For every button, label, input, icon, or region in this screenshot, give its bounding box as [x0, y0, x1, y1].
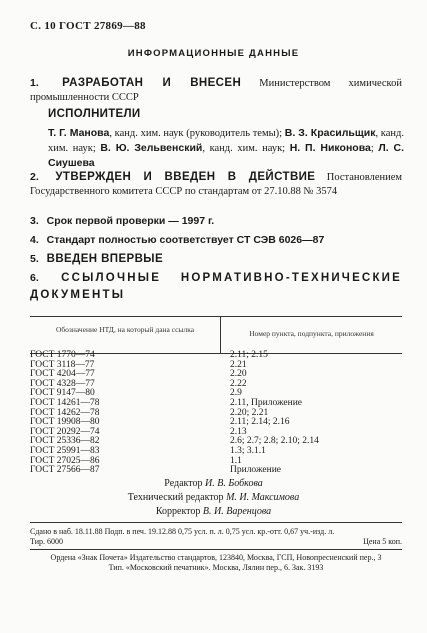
table-cell-document: ГОСТ 14261—78 [30, 397, 100, 408]
editor-label: Редактор [164, 478, 203, 489]
table-cell-document: ГОСТ 25336—82 [30, 436, 100, 447]
section-approved [30, 170, 402, 199]
section-text: Министерством химической промышленности СССР [30, 78, 402, 103]
table-cell-document: ГОСТ 27025—86 [30, 455, 100, 466]
table-column-header: Номер пункта, подпункта, приложения [220, 317, 402, 353]
editor-line [0, 478, 427, 490]
section-review [30, 214, 402, 229]
table-cell-document: ГОСТ 27566—87 [30, 465, 100, 476]
table-body [30, 351, 402, 476]
table-cell-reference: 2.11, Приложение [230, 397, 303, 408]
section-references [30, 270, 402, 304]
section-text: Постановлением Государственного комитета СССР по стандартам от 27.10.88 № 3574 [30, 172, 403, 197]
table-cell-reference: 2.21 [230, 359, 247, 370]
table-cell-reference: 2.20; 2.21 [230, 407, 269, 418]
imprint-line: Сдано в наб. 18.11.88 Подп. в печ. 19.12.88 0,75 усл. п. л. 0,75 усл. кр.-отт. 0,67 уч.-изд. л. [30, 527, 335, 536]
table-cell-reference: 2.6; 2.7; 2.8; 2.10; 2.14 [230, 436, 319, 447]
table-cell-document: ГОСТ 14262—78 [30, 407, 100, 418]
table-cell-reference: Приложение [230, 465, 281, 476]
editor-name: И. В. Бобкова [205, 478, 263, 489]
performers-list: Т. Г. Манова, канд. хим. наук (руководитель темы); В. З. Красильщик, канд. хим. наук; В. Ю. Зельвенский, канд. хим. наук; Н. П. Никонова; Л. С. Сиушева [48, 127, 405, 169]
table-cell-reference: 2.11; 2.15 [230, 350, 268, 360]
table-cell-reference: 2.20 [230, 369, 247, 380]
table-cell-document: ГОСТ 3118—77 [30, 359, 95, 370]
section-text: Стандарт полностью соответствует СТ СЭВ 6026—87 [46, 234, 325, 246]
table-cell-document: ГОСТ 9147—80 [30, 388, 95, 399]
printer-line: Тип. «Московский печатник». Москва, Лялин пер., 6. Зак. 3193 [108, 563, 324, 572]
divider [30, 549, 402, 550]
table-column-header: Обозначение НТД, на который дана ссылка [55, 325, 195, 334]
performer-desc: , канд. хим. наук; [48, 128, 404, 154]
section-number: 1. [30, 77, 39, 89]
print-run: Тир. 6000 [30, 537, 63, 546]
performer-name: Н. П. Никонова [289, 142, 371, 154]
section-heading: УТВЕРЖДЕН И ВВЕДЕН В ДЕЙСТВИЕ [55, 171, 316, 183]
performer-name: В. Ю. Зельвенский [100, 142, 203, 154]
performer-name: Л. С. Сиушева [48, 142, 405, 169]
section-number: 2. [30, 171, 39, 183]
section-heading: РАЗРАБОТАН И ВНЕСЕН [62, 77, 242, 89]
section-heading: ВВЕДЕН ВПЕРВЫЕ [46, 253, 164, 265]
table-cell-document: ГОСТ 4328—77 [30, 378, 95, 389]
page-title: ИНФОРМАЦИОННЫЕ ДАННЫЕ [127, 48, 300, 59]
table-header [30, 316, 402, 354]
page-header: С. 10 ГОСТ 27869—88 [30, 20, 146, 32]
tech-editor-name: М. И. Максимова [226, 492, 300, 503]
table-cell-reference: 2.11; 2.14; 2.16 [230, 417, 290, 428]
section-compliance [30, 233, 402, 248]
tech-editor-line [0, 492, 427, 504]
performer-name: В. З. Красильщик [284, 127, 376, 139]
section-number: 6. [30, 272, 39, 284]
table-cell-document: ГОСТ 19908—80 [30, 417, 100, 428]
tech-editor-label: Технический редактор [127, 492, 224, 503]
section-number: 5. [30, 253, 39, 265]
corrector-name: В. И. Варенцова [202, 506, 272, 517]
table-cell-reference: 1.3; 3.1.1 [230, 445, 266, 456]
corrector-label: Корректор [155, 506, 201, 517]
table-cell-reference: 1.1 [230, 455, 242, 466]
corrector-line [0, 506, 427, 518]
section-heading: ССЫЛОЧНЫЕ НОРМАТИВНО-ТЕХНИЧЕСКИЕ ДОКУМЕНТЫ [30, 272, 402, 301]
price: Цена 5 коп. [363, 537, 402, 546]
performer-desc: , канд. хим. наук; [202, 143, 286, 154]
section-number: 3. [30, 215, 39, 227]
section-number: 4. [30, 234, 39, 246]
table-cell-reference: 2.13 [230, 426, 247, 437]
performer-name: Т. Г. Манова [48, 127, 110, 139]
table-cell-document: ГОСТ 4204—77 [30, 369, 95, 380]
table-cell-document: ГОСТ 20292—74 [30, 426, 100, 437]
section-text: Срок первой проверки — 1997 г. [46, 215, 215, 227]
performer-desc: , канд. хим. наук (руководитель темы); [109, 128, 283, 139]
table-cell-reference: 2.22 [230, 378, 247, 389]
table-cell-document: ГОСТ 25991—83 [30, 445, 100, 456]
performers-heading: ИСПОЛНИТЕЛИ [48, 108, 141, 120]
divider [30, 522, 402, 523]
table-row [30, 466, 402, 476]
publisher-line: Ордена «Знак Почета» Издательство стандартов, 123840, Москва, ГСП, Новопресненский пер., 3 [50, 553, 382, 562]
section-developed [30, 76, 402, 105]
table-cell-document: ГОСТ 1770—74 [30, 350, 95, 360]
section-introduced [30, 252, 402, 267]
table-cell-reference: 2.9 [230, 388, 242, 399]
imprint-line [30, 537, 402, 547]
